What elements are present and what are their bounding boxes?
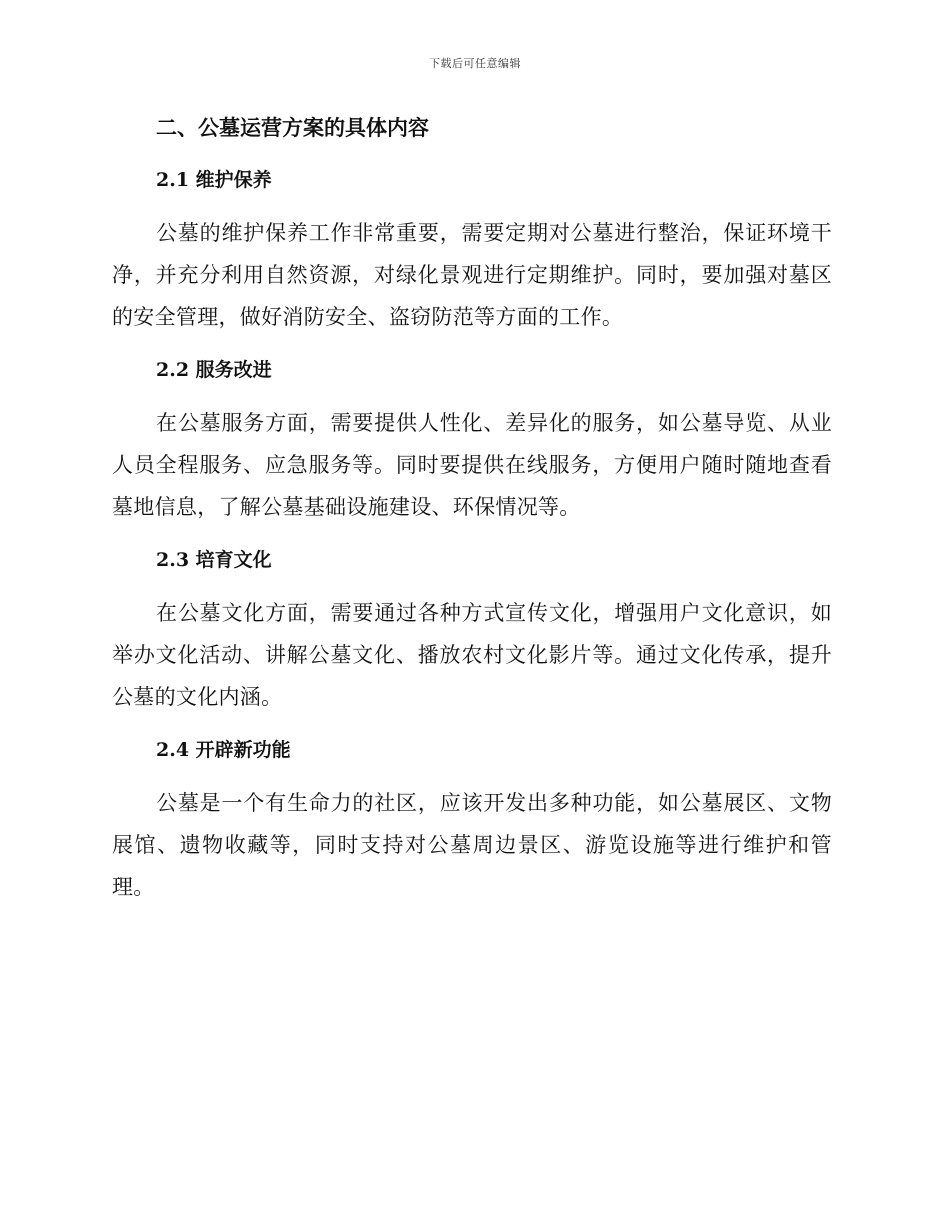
subsection-title-culture: 2.3 培育文化 [156, 549, 272, 571]
header-note: 下载后可任意编辑 [429, 57, 521, 70]
section-title: 二、公墓运营方案的具体内容 [156, 115, 429, 140]
paragraph-service: 在公墓服务方面，需要提供人性化、差异化的服务，如公墓导览、从业人员全程服务、应急服务等。同时要提供在线服务，方便用户随时随地查看墓地信息，了解公墓基础设施建设、环保情况等。 [112, 411, 832, 519]
paragraph-culture: 在公墓文化方面，需要通过各种方式宣传文化，增强用户文化意识，如举办文化活动、讲解公墓文化、播放农村文化影片等。通过文化传承，提升公墓的文化内涵。 [112, 601, 832, 709]
paragraph-maintenance: 公墓的维护保养工作非常重要，需要定期对公墓进行整治，保证环境干净，并充分利用自然资源，对绿化景观进行定期维护。同时，要加强对墓区的安全管理，做好消防安全、盗窃防范等方面的工作。 [112, 221, 832, 329]
document-body [112, 108, 832, 908]
subsection-title-new-functions: 2.4 开辟新功能 [156, 739, 291, 761]
paragraph-new-functions: 公墓是一个有生命力的社区，应该开发出多种功能，如公墓展区、文物展馆、遗物收藏等，同时支持对公墓周边景区、游览设施等进行维护和管理。 [112, 791, 832, 899]
subsection-title-service: 2.2 服务改进 [156, 359, 272, 381]
subsection-title-maintenance: 2.1 维护保养 [156, 169, 272, 191]
